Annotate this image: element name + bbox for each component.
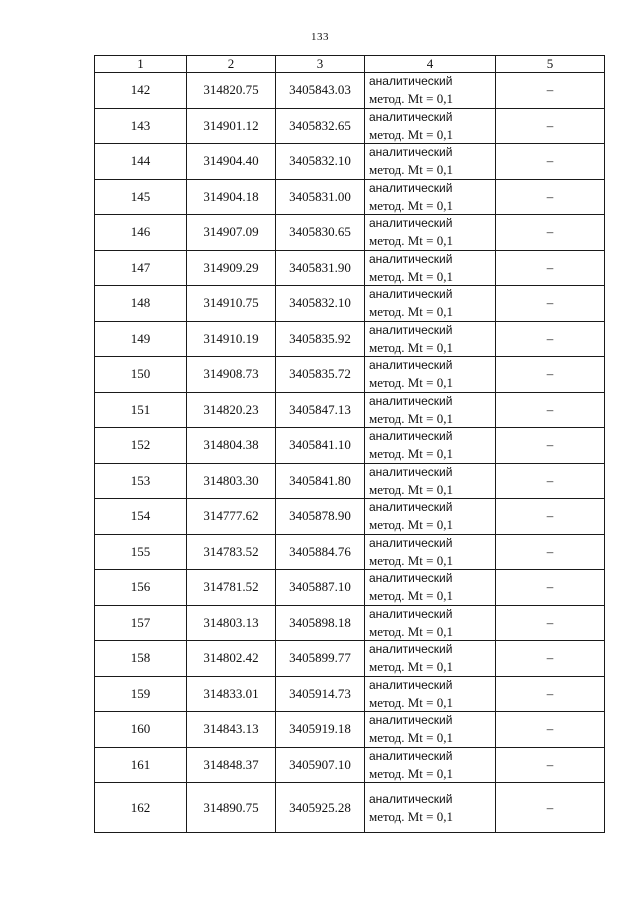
point-number-cell: 153: [95, 463, 187, 499]
note-cell: –: [496, 747, 605, 783]
point-number-cell: 144: [95, 144, 187, 180]
table-row: [95, 783, 605, 833]
point-number-cell: 162: [95, 783, 187, 833]
y-coordinate-cell: 3405887.10: [276, 570, 365, 606]
method-cell: [365, 144, 496, 180]
x-coordinate-cell: 314777.62: [187, 499, 276, 535]
method-cell: [365, 712, 496, 748]
x-coordinate-cell: 314803.13: [187, 605, 276, 641]
y-coordinate-cell: 3405919.18: [276, 712, 365, 748]
x-coordinate-cell: 314910.19: [187, 321, 276, 357]
method-line-1: аналитический: [369, 748, 453, 763]
method-cell: [365, 428, 496, 464]
table-row: [95, 286, 605, 322]
method-line-1: аналитический: [369, 393, 453, 408]
method-line-2: метод. Mt = 0,1: [369, 446, 453, 462]
point-number-cell: 145: [95, 179, 187, 215]
x-coordinate-cell: 314908.73: [187, 357, 276, 393]
method-line-1: аналитический: [369, 109, 453, 124]
method-line-2: метод. Mt = 0,1: [369, 126, 453, 142]
note-cell: –: [496, 108, 605, 144]
point-number-cell: 151: [95, 392, 187, 428]
note-cell: –: [496, 179, 605, 215]
y-coordinate-cell: 3405831.90: [276, 250, 365, 286]
table-row: [95, 534, 605, 570]
x-coordinate-cell: 314804.38: [187, 428, 276, 464]
coordinates-table: [94, 55, 605, 833]
y-coordinate-cell: 3405830.65: [276, 215, 365, 251]
table-row: [95, 215, 605, 251]
method-line-2: метод. Mt = 0,1: [369, 694, 453, 710]
method-line-1: аналитический: [369, 571, 453, 586]
method-line-1: аналитический: [369, 287, 453, 302]
method-cell: [365, 747, 496, 783]
method-cell: [365, 641, 496, 677]
x-coordinate-cell: 314803.30: [187, 463, 276, 499]
note-cell: –: [496, 73, 605, 109]
y-coordinate-cell: 3405899.77: [276, 641, 365, 677]
y-coordinate-cell: 3405835.92: [276, 321, 365, 357]
point-number-cell: 157: [95, 605, 187, 641]
table-header-row: [95, 56, 605, 73]
method-line-2: метод. Mt = 0,1: [369, 552, 453, 568]
method-line-2: метод. Mt = 0,1: [369, 517, 453, 533]
method-cell: [365, 534, 496, 570]
point-number-cell: 154: [95, 499, 187, 535]
table-row: [95, 144, 605, 180]
method-line-2: метод. Mt = 0,1: [369, 808, 453, 824]
method-line-1: аналитический: [369, 500, 453, 515]
method-line-2: метод. Mt = 0,1: [369, 91, 453, 107]
y-coordinate-cell: 3405907.10: [276, 747, 365, 783]
note-cell: –: [496, 428, 605, 464]
x-coordinate-cell: 314833.01: [187, 676, 276, 712]
note-cell: –: [496, 534, 605, 570]
point-number-cell: 147: [95, 250, 187, 286]
method-line-2: метод. Mt = 0,1: [369, 162, 453, 178]
y-coordinate-cell: 3405835.72: [276, 357, 365, 393]
y-coordinate-cell: 3405831.00: [276, 179, 365, 215]
method-line-1: аналитический: [369, 791, 453, 806]
y-coordinate-cell: 3405878.90: [276, 499, 365, 535]
note-cell: –: [496, 499, 605, 535]
method-cell: [365, 286, 496, 322]
point-number-cell: 158: [95, 641, 187, 677]
method-line-1: аналитический: [369, 358, 453, 373]
x-coordinate-cell: 314848.37: [187, 747, 276, 783]
method-line-1: аналитический: [369, 216, 453, 231]
point-number-cell: 159: [95, 676, 187, 712]
note-cell: –: [496, 144, 605, 180]
point-number-cell: 143: [95, 108, 187, 144]
note-cell: –: [496, 357, 605, 393]
y-coordinate-cell: 3405914.73: [276, 676, 365, 712]
x-coordinate-cell: 314820.75: [187, 73, 276, 109]
point-number-cell: 152: [95, 428, 187, 464]
table-row: [95, 428, 605, 464]
y-coordinate-cell: 3405832.65: [276, 108, 365, 144]
method-line-2: метод. Mt = 0,1: [369, 765, 453, 781]
method-line-1: аналитический: [369, 251, 453, 266]
table-row: [95, 712, 605, 748]
x-coordinate-cell: 314781.52: [187, 570, 276, 606]
method-line-1: аналитический: [369, 677, 453, 692]
column-header-1: 1: [95, 56, 187, 73]
method-line-2: метод. Mt = 0,1: [369, 659, 453, 675]
y-coordinate-cell: 3405925.28: [276, 783, 365, 833]
note-cell: –: [496, 463, 605, 499]
method-line-2: метод. Mt = 0,1: [369, 588, 453, 604]
x-coordinate-cell: 314843.13: [187, 712, 276, 748]
method-line-1: аналитический: [369, 145, 453, 160]
method-line-1: аналитический: [369, 322, 453, 337]
table-row: [95, 747, 605, 783]
table-row: [95, 73, 605, 109]
note-cell: –: [496, 712, 605, 748]
y-coordinate-cell: 3405832.10: [276, 144, 365, 180]
method-line-2: метод. Mt = 0,1: [369, 623, 453, 639]
method-line-1: аналитический: [369, 642, 453, 657]
method-line-2: метод. Mt = 0,1: [369, 233, 453, 249]
note-cell: –: [496, 676, 605, 712]
method-line-1: аналитический: [369, 180, 453, 195]
table-row: [95, 463, 605, 499]
note-cell: –: [496, 641, 605, 677]
note-cell: –: [496, 605, 605, 641]
point-number-cell: 160: [95, 712, 187, 748]
method-line-2: метод. Mt = 0,1: [369, 304, 453, 320]
method-line-1: аналитический: [369, 535, 453, 550]
method-cell: [365, 392, 496, 428]
table-row: [95, 499, 605, 535]
note-cell: –: [496, 783, 605, 833]
x-coordinate-cell: 314890.75: [187, 783, 276, 833]
table-row: [95, 179, 605, 215]
note-cell: –: [496, 392, 605, 428]
x-coordinate-cell: 314783.52: [187, 534, 276, 570]
page-number: 133: [311, 31, 329, 43]
method-line-2: метод. Mt = 0,1: [369, 197, 453, 213]
method-cell: [365, 250, 496, 286]
point-number-cell: 155: [95, 534, 187, 570]
y-coordinate-cell: 3405884.76: [276, 534, 365, 570]
method-cell: [365, 499, 496, 535]
note-cell: –: [496, 286, 605, 322]
method-cell: [365, 179, 496, 215]
method-cell: [365, 73, 496, 109]
method-line-2: метод. Mt = 0,1: [369, 268, 453, 284]
method-cell: [365, 357, 496, 393]
point-number-cell: 156: [95, 570, 187, 606]
method-cell: [365, 463, 496, 499]
x-coordinate-cell: 314909.29: [187, 250, 276, 286]
table-body: [95, 73, 605, 833]
method-line-2: метод. Mt = 0,1: [369, 481, 453, 497]
table-row: [95, 250, 605, 286]
table-row: [95, 570, 605, 606]
method-cell: [365, 676, 496, 712]
table-row: [95, 108, 605, 144]
table-row: [95, 676, 605, 712]
column-header-2: 2: [187, 56, 276, 73]
column-header-5: 5: [496, 56, 605, 73]
point-number-cell: 150: [95, 357, 187, 393]
method-line-2: метод. Mt = 0,1: [369, 730, 453, 746]
method-line-1: аналитический: [369, 713, 453, 728]
y-coordinate-cell: 3405841.80: [276, 463, 365, 499]
method-cell: [365, 783, 496, 833]
x-coordinate-cell: 314904.18: [187, 179, 276, 215]
x-coordinate-cell: 314901.12: [187, 108, 276, 144]
method-cell: [365, 215, 496, 251]
table-row: [95, 605, 605, 641]
method-line-2: метод. Mt = 0,1: [369, 339, 453, 355]
x-coordinate-cell: 314820.23: [187, 392, 276, 428]
method-line-1: аналитический: [369, 606, 453, 621]
note-cell: –: [496, 570, 605, 606]
x-coordinate-cell: 314802.42: [187, 641, 276, 677]
table-row: [95, 392, 605, 428]
method-line-1: аналитический: [369, 429, 453, 444]
column-header-3: 3: [276, 56, 365, 73]
note-cell: –: [496, 250, 605, 286]
x-coordinate-cell: 314907.09: [187, 215, 276, 251]
column-header-4: 4: [365, 56, 496, 73]
point-number-cell: 149: [95, 321, 187, 357]
y-coordinate-cell: 3405898.18: [276, 605, 365, 641]
method-cell: [365, 108, 496, 144]
note-cell: –: [496, 215, 605, 251]
x-coordinate-cell: 314910.75: [187, 286, 276, 322]
point-number-cell: 161: [95, 747, 187, 783]
table-row: [95, 357, 605, 393]
method-cell: [365, 321, 496, 357]
point-number-cell: 142: [95, 73, 187, 109]
method-line-1: аналитический: [369, 464, 453, 479]
y-coordinate-cell: 3405847.13: [276, 392, 365, 428]
y-coordinate-cell: 3405841.10: [276, 428, 365, 464]
method-line-2: метод. Mt = 0,1: [369, 375, 453, 391]
method-cell: [365, 605, 496, 641]
x-coordinate-cell: 314904.40: [187, 144, 276, 180]
table-row: [95, 321, 605, 357]
method-line-2: метод. Mt = 0,1: [369, 410, 453, 426]
method-line-1: аналитический: [369, 74, 453, 89]
note-cell: –: [496, 321, 605, 357]
point-number-cell: 146: [95, 215, 187, 251]
y-coordinate-cell: 3405843.03: [276, 73, 365, 109]
table-row: [95, 641, 605, 677]
point-number-cell: 148: [95, 286, 187, 322]
y-coordinate-cell: 3405832.10: [276, 286, 365, 322]
method-cell: [365, 570, 496, 606]
